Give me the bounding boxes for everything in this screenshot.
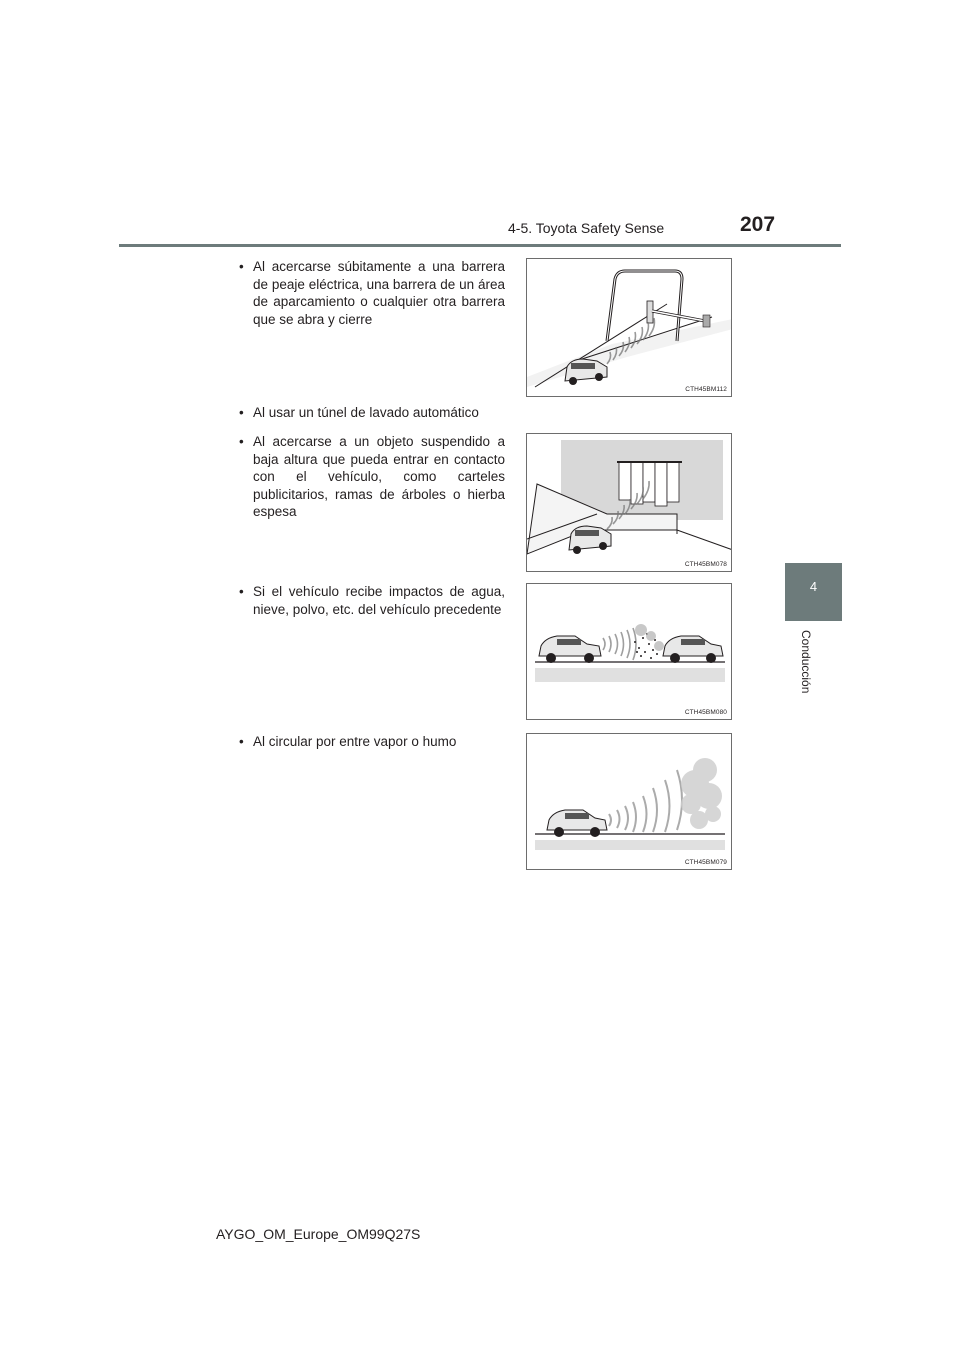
header-rule: [119, 244, 841, 247]
section-title: 4-5. Toyota Safety Sense: [508, 220, 665, 236]
bullet-text: Al acercarse a un objeto suspendido a baja altura que pueda entrar en contacto con el vehículo, como carteles publicitarios, ramas de árboles o hierba espesa: [253, 434, 505, 520]
barrier-gate-illustration: [527, 259, 732, 397]
bullet-marker: •: [239, 734, 244, 749]
chapter-label: Conducción: [799, 630, 813, 694]
hanging-object-illustration: [527, 434, 732, 572]
bullet-item-car-wash: [239, 404, 505, 422]
bullet-marker: •: [239, 434, 244, 449]
bullet-item-hanging-object: [239, 433, 505, 521]
steam-illustration: [527, 734, 732, 870]
figure-hanging-object: [526, 433, 732, 572]
bullet-marker: •: [239, 259, 244, 274]
bullet-item-barrier: [239, 258, 505, 328]
bullet-text: Al acercarse súbitamente a una barrera de peaje eléctrica, una barrera de un área de aparcamiento o cualquier otra barrera que se abra y cierre: [253, 259, 505, 327]
figure-code: CTH45BM112: [685, 386, 727, 393]
figure-code: CTH45BM078: [684, 561, 727, 568]
figure-steam: [526, 733, 732, 870]
bullet-marker: •: [239, 584, 244, 599]
figure-code: CTH45BM079: [684, 859, 727, 866]
figure-code: CTH45BM080: [684, 709, 727, 716]
figure-spray: [526, 583, 732, 720]
manual-identifier: AYGO_OM_Europe_OM99Q27S: [216, 1226, 421, 1242]
figure-barrier-gate: [526, 258, 732, 397]
bullet-item-spray: [239, 583, 505, 618]
bullet-item-steam: [239, 733, 505, 751]
chapter-tab: 4: [785, 563, 842, 621]
spray-illustration: [527, 584, 732, 720]
bullet-text: Al usar un túnel de lavado automático: [253, 405, 479, 420]
page-number: 207: [740, 213, 776, 236]
bullet-marker: •: [239, 405, 244, 420]
bullet-text: Al circular por entre vapor o humo: [253, 734, 457, 749]
bullet-text: Si el vehículo recibe impactos de agua, nieve, polvo, etc. del vehículo precedente: [253, 584, 505, 617]
